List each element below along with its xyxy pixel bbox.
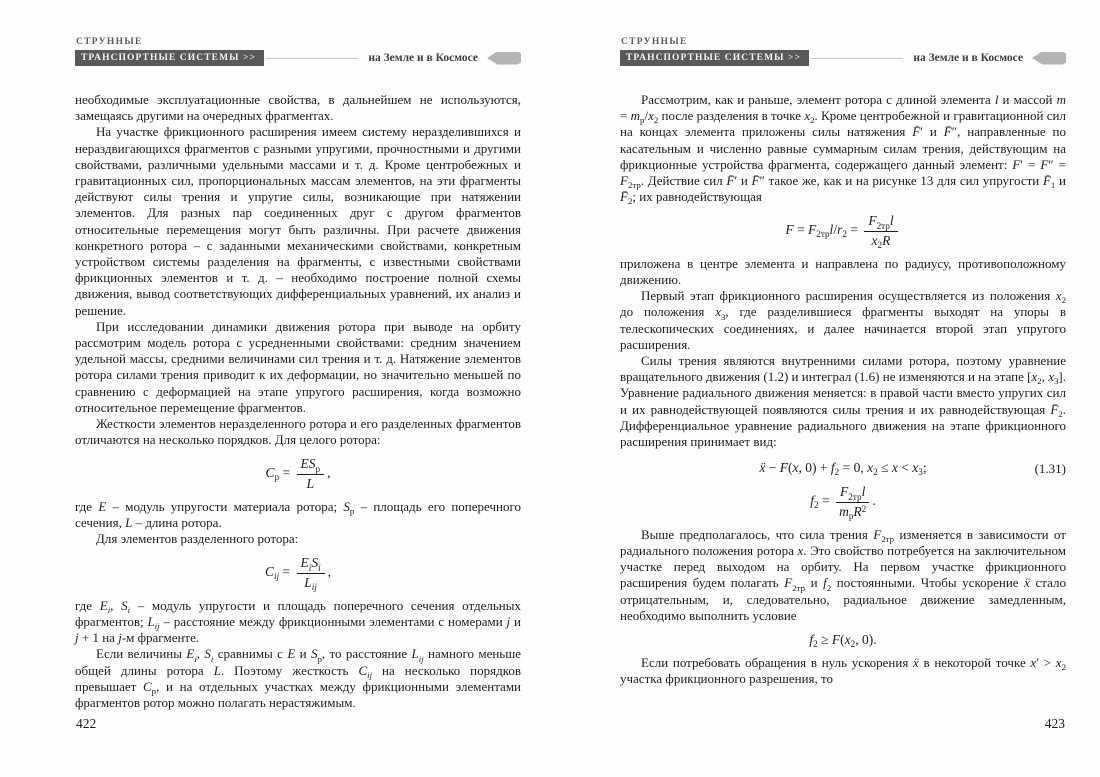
running-head bbox=[75, 37, 521, 66]
header-rule bbox=[266, 58, 358, 59]
fraction bbox=[297, 555, 325, 590]
brand-box: ТРАНСПОРТНЫЕ СИСТЕМЫ >> bbox=[75, 50, 264, 66]
formula-condition bbox=[620, 632, 1066, 648]
paragraph: приложена в центре элемента и направлена по радиусу, противоположному движению. bbox=[620, 255, 1066, 287]
fraction bbox=[297, 456, 325, 491]
paragraph: Выше предполагалось, что сила трения $F_{2тр}$ изменяется в зависимости от радиального положения ротора x. Это свойство потребуется на заключительном участке перед выходом на орбиту. На первом участке фрикционного расширения будем полагать $F_{2тр}$ и $f_2$ постоянными. Чтобы ускорение ẍ стало отрицательным, и, следовательно, радиальное движение замедленным, необходимо выполнить условие bbox=[620, 526, 1066, 623]
right-page bbox=[620, 0, 1066, 777]
page-number: 423 bbox=[1044, 716, 1065, 731]
paragraph: Если потребовать обращения в нуль ускорения ẍ в некоторой точке $x' > x_2$ участка фрикционного разрешения, то bbox=[620, 655, 1066, 687]
tag-arrow-icon bbox=[1032, 52, 1066, 65]
formula-part: , bbox=[327, 564, 331, 580]
header-tagline: на Земле и в Космосе bbox=[368, 52, 478, 64]
paragraph: Если величины $E_i$, $S_i$ сравнимы с E и $S_p$, то расстояние $L_{ij}$ намного меньше общей длины ротора L. Поэтому жесткость $C_{ij}$ на несколько порядков превышает $C_p$, и на отдельных участках между фрикционными элементами фрагментов ротор можно полагать нерастяжимым. bbox=[75, 646, 522, 711]
page-body bbox=[620, 92, 1066, 688]
fraction bbox=[836, 484, 869, 519]
formula-f2 bbox=[620, 484, 1066, 519]
paragraph: необходимые эксплуатационные свойства, в дальнейшем не используются, замещаясь другими на очередных фрагментах. bbox=[75, 92, 521, 124]
fraction bbox=[864, 213, 897, 248]
denominator: L bbox=[306, 475, 315, 491]
header-rule bbox=[811, 58, 903, 59]
page-number: 422 bbox=[76, 716, 97, 731]
brand-line1: СТРУННЫЕ bbox=[621, 37, 688, 47]
header-tagline: на Земле и в Космосе bbox=[913, 52, 1023, 64]
formula-part: $f_2$ = bbox=[810, 493, 830, 511]
tag-arrow-icon bbox=[487, 52, 521, 65]
numerator: $ES_p$ bbox=[297, 456, 325, 474]
numerator: $F_{2тр}l$ bbox=[864, 213, 897, 231]
paragraph: На участке фрикционного расширения имеем систему неразделившихся и нераздвигающихся фрагментов с разными упругими, прочностными и другими свойствами, различными удельными массами и т. д. Кроме центробежных и гравитационных сил, пропорциональных массам элементов, на эти фрагменты действуют силы трения и упругие силы, возникающие при натяжении элементов. Для разных пар соединенных друг с другом фрагментов относительные перемещения могут быть различны. При расчете движения конкретного ротора – с заданными механическими свойствами, конкретным устройством системы разделения на фрагменты, с известными свойствами фрикционных элементов и т. д. – необходимо построение полной схемы движения, вывод соответствующих дифференциальных уравнений, их анализ и решение. bbox=[75, 124, 521, 318]
formula-part: $f_2 \ge F(x_2$, 0). bbox=[809, 632, 877, 650]
equation-number: (1.31) bbox=[1034, 461, 1066, 477]
paragraph: Первый этап фрикционного расширения осуществляется из положения $x_2$ до положения $x_3$, где разделившиеся фрагменты выходят на упоры в телескопических соединениях, и далее начинается второй этап упругого расширения. bbox=[620, 288, 1066, 352]
denominator: $x_2R$ bbox=[871, 232, 891, 250]
paragraph: Силы трения являются внутренними силами ротора, поэтому уравнение вращательного движения (1.2) и интеграл (1.6) не изменяются и на этапе [$x_2$, $x_3$]. Уравнение радиального движения меняется: в правой части вместо упругих сил и их равнодействующей появляются силы трения и их равнодействующая $F̄_2$. Дифференциальное уравнение радиального движения на этапе фрикционного расширения принимает вид: bbox=[620, 353, 1067, 450]
paragraph: Рассмотрим, как и раньше, элемент ротора с длиной элемента l и массой $m = m_p/x_2$ после разделения в точке $x_2$. Кроме центробежной и гравитационной сил на концах элемента приложены силы натяжения F̄′ и F̄″, направленные по касательным и численно равные суммарным силам трения, действующим на фрикционные устройства фрагмента, содержащего данный элемент: $F' = F'' = F_{2тр}$. Действие сил F̄′ и F̄″ такое же, как и на рисунке 13 для сил упругости $F̄_1$ и $F̄_2$; их равнодействующая bbox=[620, 92, 1067, 207]
formula-f bbox=[620, 213, 1066, 248]
paragraph: где $E_i$, $S_i$ – модуль упругости и площадь поперечного сечения отдельных фрагментов; $L_{ij}$ – расстояние между фрикционными элементами с номерами j и j + 1 на j-м фрагменте. bbox=[75, 597, 521, 646]
brand-row bbox=[620, 50, 1066, 66]
paragraph: где E – модуль упругости материала ротора; $S_p$ – площадь его поперечного сечения, L – длина ротора. bbox=[75, 498, 521, 531]
denominator: $L_{ij}$ bbox=[304, 574, 317, 592]
formula-part: $F = F_{2тр}l/r_2$ = bbox=[785, 222, 858, 240]
formula-part: . bbox=[872, 493, 876, 509]
equation-body: ẍ − F(x, $0) + f_2 = 0$, $x_2 \le x < x_3$; bbox=[759, 460, 927, 478]
numerator: $E_iS_i$ bbox=[297, 555, 325, 573]
left-page bbox=[75, 0, 521, 777]
formula-part: , bbox=[327, 465, 331, 481]
brand-box: ТРАНСПОРТНЫЕ СИСТЕМЫ >> bbox=[620, 50, 809, 66]
numerator: $F_{2тр}l$ bbox=[836, 484, 869, 502]
brand-line1: СТРУННЫЕ bbox=[76, 37, 143, 47]
paragraph: Жесткости элементов неразделенного ротора и его разделенных фрагментов отличаются на несколько порядков. Для целого ротора: bbox=[75, 416, 521, 448]
running-head bbox=[620, 37, 1066, 66]
formula-part: $C_p$ = bbox=[265, 465, 291, 483]
page-body bbox=[75, 92, 521, 711]
brand-row bbox=[75, 50, 521, 66]
paragraph: Для элементов разделенного ротора: bbox=[96, 531, 299, 547]
formula-part: $C_{ij}$ = bbox=[265, 564, 291, 582]
formula-cp bbox=[75, 456, 521, 491]
denominator: $m_pR^2$ bbox=[839, 503, 867, 521]
equation-1-31 bbox=[620, 460, 1066, 476]
formula-cij bbox=[75, 555, 521, 590]
paragraph: При исследовании динамики движения ротора при выводе на орбиту рассмотрим модель ротора с усредненными свойствами: средним значением удельной массы, средними величинами сил трения и т. д. Натяжение элементов ротора силами трения приводит к их деформации, но значительно меньшей по сравнению с деформацией на этапе упругого расширения, когда возможно относительное перемещение фрагментов. bbox=[75, 318, 521, 415]
